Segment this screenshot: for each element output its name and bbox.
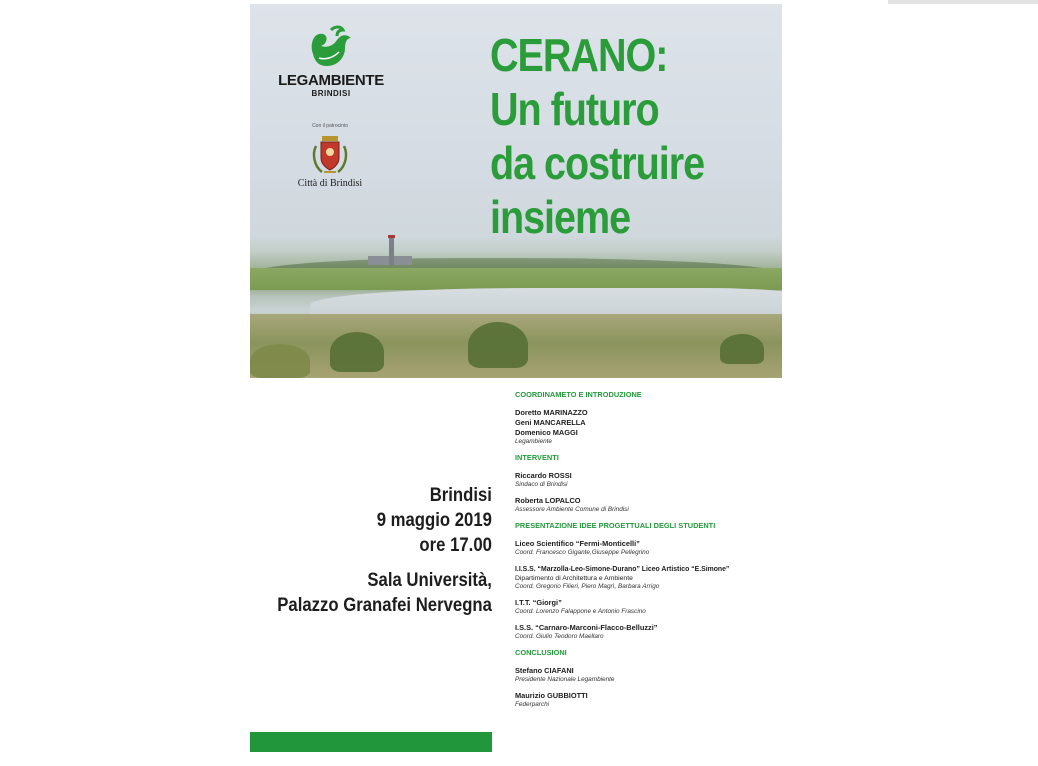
list-item	[515, 471, 780, 489]
event-venue-building: Palazzo Granafei Nervegna	[277, 595, 492, 616]
list-item	[515, 496, 780, 514]
title-line: CERANO:	[490, 29, 668, 81]
event-title	[490, 28, 739, 244]
event-venue-room: Sala Università,	[367, 570, 492, 591]
speaker-role: Assessore Ambiente Comune di Brindisi	[515, 506, 629, 513]
patronage-block	[282, 123, 378, 189]
section-interventions: INTERVENTI	[515, 453, 559, 462]
brand-name: LEGAMBIENTE	[278, 72, 384, 89]
school-name: I.I.S.S. “Marzolla-Leo-Simone-Durano” Liceo Artistico “E.Simone”	[515, 564, 730, 573]
speaker-name: Roberta LOPALCO	[515, 496, 581, 505]
event-date: 9 maggio 2019	[376, 510, 492, 531]
bush	[250, 344, 310, 378]
section-student-projects: PRESENTAZIONE IDEE PROGETTUALI DEGLI STUDENTI	[515, 521, 716, 530]
bush	[720, 334, 764, 364]
list-item	[515, 564, 780, 591]
event-time: ore 17.00	[419, 535, 492, 556]
bush	[330, 332, 384, 372]
speaker-name: Riccardo ROSSI	[515, 471, 572, 480]
school-name: I.T.T. “Giorgi”	[515, 598, 562, 607]
speaker-name: Geni MANCARELLA	[515, 418, 586, 427]
school-coordinators: Coord. Gregorio Filieri, Piero Magrì, Barbara Arrigo	[515, 583, 660, 590]
legambiente-logo	[272, 24, 390, 98]
speaker-name: Stefano CIAFANI	[515, 666, 574, 675]
school-coordinators: Coord. Francesco Gigante,Giuseppe Pellegrino	[515, 549, 650, 556]
footer-green-bar	[250, 732, 492, 752]
title-line: da costruire	[490, 137, 705, 189]
title-line: insieme	[490, 191, 631, 243]
speaker-name: Domenico MAGGI	[515, 428, 578, 437]
grass-field	[250, 268, 782, 290]
speaker-role: Federparchi	[515, 701, 550, 708]
speaker-name: Doretto MARINAZZO	[515, 408, 588, 417]
top-scrollbar-strip	[888, 0, 1038, 4]
event-city: Brindisi	[429, 485, 492, 506]
landscape-photo	[250, 4, 782, 378]
school-name: I.S.S. “Carnaro-Marconi-Flacco-Belluzzi”	[515, 623, 658, 632]
school-name: Liceo Scientifico “Fermi-Monticelli”	[515, 539, 640, 548]
program-list	[515, 390, 780, 716]
list-item	[515, 666, 780, 684]
patronage-label: Con il patrocinio	[312, 123, 348, 129]
patronage-city: Città di Brindisi	[297, 178, 363, 189]
speaker-role: Legambiente	[515, 438, 552, 445]
coat-of-arms-icon	[310, 132, 350, 176]
list-item	[515, 598, 780, 616]
school-coordinators: Coord. Lorenzo Falappone e Antonio Frascino	[515, 608, 646, 615]
event-details	[250, 483, 492, 618]
school-coordinators: Coord. Giulio Teodoro Maellaro	[515, 633, 604, 640]
power-plant-chimney	[389, 237, 394, 265]
bush	[468, 322, 528, 368]
title-line: Un futuro	[490, 83, 659, 135]
school-department: Dipartimento di Architettura e Ambiente	[515, 575, 633, 582]
speaker-role: Presidente Nazionale Legambiente	[515, 676, 615, 683]
speaker-name: Maurizio GUBBIOTTI	[515, 691, 588, 700]
list-item	[515, 623, 780, 641]
list-item	[515, 539, 780, 557]
list-item	[515, 408, 780, 446]
speaker-role: Sindaco di Brindisi	[515, 481, 568, 488]
chimney-top	[388, 235, 395, 238]
event-poster	[250, 4, 782, 752]
section-conclusions: CONCLUSIONI	[515, 648, 567, 657]
section-coordination: COORDINAMETO E INTRODUZIONE	[515, 390, 642, 399]
list-item	[515, 691, 780, 709]
swan-icon	[307, 24, 355, 70]
brand-city: BRINDISI	[311, 89, 351, 98]
